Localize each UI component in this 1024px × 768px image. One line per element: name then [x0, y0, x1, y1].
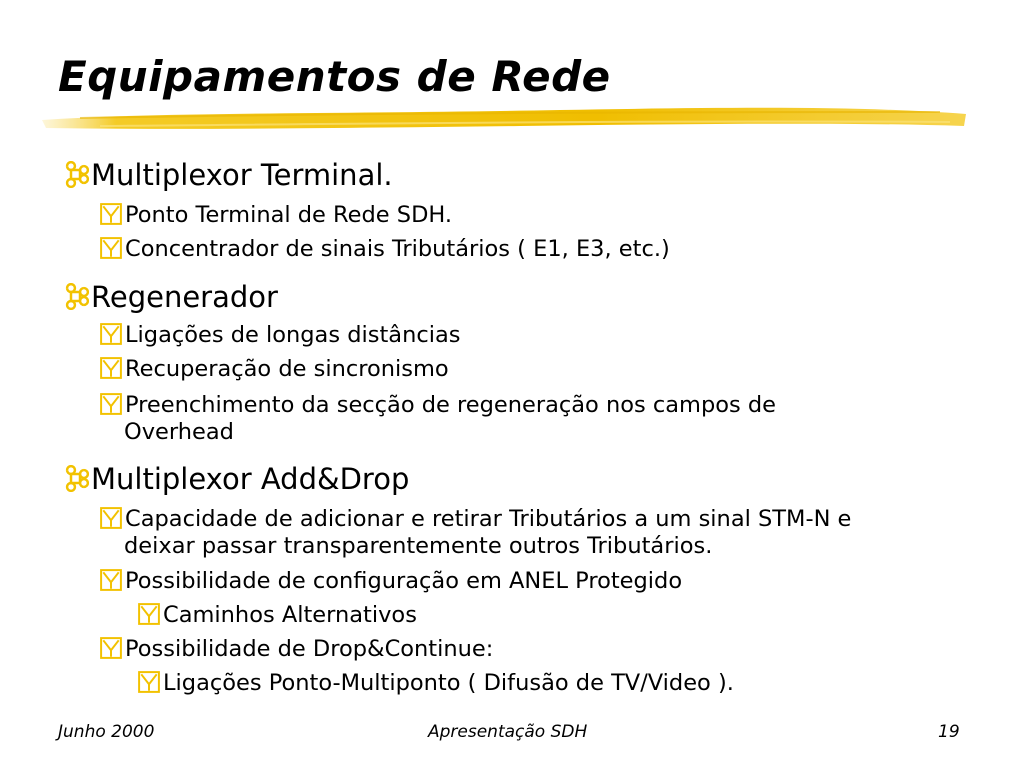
bullet-text-continuation: Overhead	[124, 419, 234, 445]
footer-presentation-title: Apresentação SDH	[428, 722, 588, 742]
page-number: 19	[938, 722, 960, 742]
checkbox-arrow-icon	[100, 323, 122, 345]
bullet-item-level3	[138, 602, 417, 628]
bullet-text: Possibilidade de configuração em ANEL Protegido	[125, 568, 683, 594]
bullet-item-level2	[100, 568, 682, 594]
bullet-text-continuation: deixar passar transparentemente outros Tributários.	[124, 533, 713, 559]
bullet-text: Regenerador	[91, 280, 278, 314]
bullet-item-level3	[138, 670, 734, 696]
bullet-text: Caminhos Alternativos	[163, 602, 417, 628]
bullet-text: Ponto Terminal de Rede SDH.	[125, 202, 453, 228]
bullet-item-level2	[100, 356, 449, 382]
checkbox-arrow-icon	[100, 507, 122, 529]
cmd-key-icon	[62, 161, 89, 188]
checkbox-arrow-icon	[100, 569, 122, 591]
bullet-text: Multiplexor Terminal.	[91, 158, 393, 192]
bullet-text: Capacidade de adicionar e retirar Tributários a um sinal STM-N e	[125, 506, 852, 532]
bullet-item-level1	[62, 462, 409, 496]
footer-date: Junho 2000	[58, 722, 155, 742]
checkbox-arrow-icon	[100, 637, 122, 659]
checkbox-arrow-icon	[138, 603, 160, 625]
checkbox-arrow-icon	[100, 237, 122, 259]
bullet-text: Preenchimento da secção de regeneração nos campos de	[125, 392, 776, 418]
bullet-text: Multiplexor Add&Drop	[91, 462, 410, 496]
bullet-item-level2	[100, 236, 670, 262]
bullet-item-level2	[100, 322, 460, 348]
checkbox-arrow-icon	[100, 393, 122, 415]
bullet-text: Ligações de longas distâncias	[125, 322, 461, 348]
bullet-text: Recuperação de sincronismo	[125, 356, 449, 382]
bullet-item-level2	[100, 202, 452, 228]
bullet-item-level2	[100, 392, 776, 418]
checkbox-arrow-icon	[138, 671, 160, 693]
bullet-item-level1	[62, 158, 393, 192]
checkbox-arrow-icon	[100, 357, 122, 379]
cmd-key-icon	[62, 465, 89, 492]
bullet-text: Possibilidade de Drop&Continue:	[125, 636, 494, 662]
bullet-text: Ligações Ponto-Multiponto ( Difusão de TV/Video ).	[163, 670, 734, 696]
bullet-item-level1	[62, 280, 278, 314]
bullet-item-level2	[100, 636, 493, 662]
bullet-text: Concentrador de sinais Tributários ( E1, E3, etc.)	[125, 236, 670, 262]
checkbox-arrow-icon	[100, 203, 122, 225]
cmd-key-icon	[62, 283, 89, 310]
slide-title: Equipamentos de Rede	[58, 52, 611, 101]
bullet-item-level2	[100, 506, 851, 532]
